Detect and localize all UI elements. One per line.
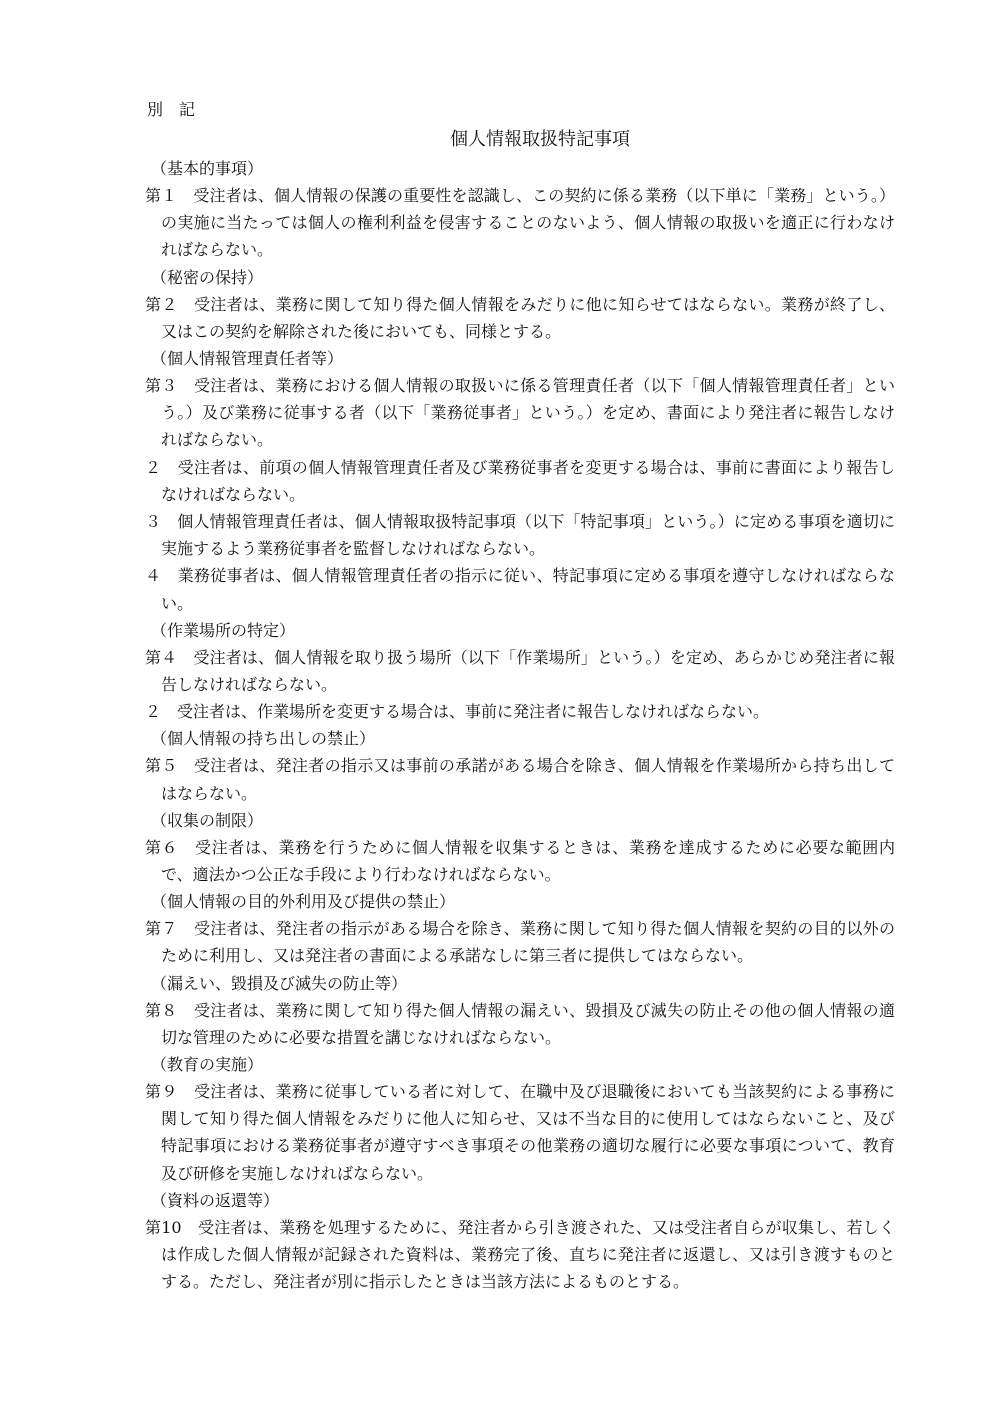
clause-text: 受注者は、発注者の指示がある場合を除き、業務に関して知り得た個人情報を契約の目的以外のために利用し、又は発注者の書面による承諾なしに第三者に提供してはならない。 (161, 919, 895, 966)
clause-number: 第８ (145, 1000, 194, 1020)
sub-clause (145, 454, 895, 508)
clause (145, 182, 895, 264)
clause-text: 受注者は、業務に関して知り得た個人情報をみだりに他に知らせてはならない。業務が終了し、又はこの契約を解除された後においても、同様とする。 (161, 294, 895, 341)
clause (145, 291, 895, 345)
document-title: 個人情報取扱特記事項 (450, 129, 630, 150)
clause-number: ２ (145, 702, 178, 722)
clause-text: 業務従事者は、個人情報管理責任者の指示に従い、特記事項に定める事項を遵守しなければならない。 (161, 566, 895, 613)
clause-number: 第２ (145, 294, 194, 314)
clause-text: 受注者は、発注者の指示又は事前の承諾がある場合を除き、個人情報を作業場所から持ち出してはならない。 (161, 756, 895, 803)
document-body (145, 97, 895, 1296)
sub-clause (145, 562, 895, 616)
clause-number: 第10 (145, 1217, 199, 1237)
clause-text: 受注者は、業務を処理するために、発注者から引き渡された、又は受注者自らが収集し、若しくは作成した個人情報が記録された資料は、業務完了後、直ちに発注者に返還し、又は引き渡すものとする。ただし、発注者が別に指示したときは当該方法によるものとする。 (161, 1217, 895, 1292)
section-heading: （基本的事項） (151, 159, 264, 178)
clause-number: 第４ (145, 647, 194, 667)
clause-number: ４ (145, 566, 178, 586)
clause-number: 第９ (145, 1082, 194, 1102)
clause-text: 受注者は、個人情報を取り扱う場所（以下「作業場所」という。）を定め、あらかじめ発注者に報告しなければならない。 (161, 647, 895, 695)
section-heading: （資料の返還等） (151, 1190, 280, 1210)
clause (145, 1078, 895, 1187)
section-heading: （個人情報の持ち出しの禁止） (151, 729, 376, 749)
clause-number: 第５ (145, 756, 194, 776)
sub-clause (145, 698, 895, 725)
clause-text: 受注者は、業務を行うために個人情報を収集するときは、業務を達成するために必要な範囲内で、適法かつ公正な手段により行わなければならない。 (161, 837, 895, 885)
clause-number: 第１ (145, 186, 194, 205)
clause (145, 372, 895, 454)
clause-number: 第３ (145, 376, 194, 396)
clause-text: 受注者は、作業場所を変更する場合は、事前に発注者に報告しなければならない。 (177, 702, 770, 722)
clause-text: 受注者は、業務に関して知り得た個人情報の漏えい、毀損及び滅失の防止その他の個人情報の適切な管理のために必要な措置を講じなければならない。 (161, 1000, 895, 1047)
clause-number: 第６ (145, 837, 196, 857)
clause-text: 受注者は、業務に従事している者に対して、在職中及び退職後においても当該契約による事務に関して知り得た個人情報をみだりに他人に知らせ、又は不当な目的に使用してはならないこと、及び特記事項における業務従事者が遵守すべき事項その他業務の適切な履行に必要な事項について、教育及び研修を実施しなければならない。 (161, 1082, 895, 1183)
section-heading: （漏えい、毀損及び滅失の防止等） (151, 973, 408, 993)
clause-text: 受注者は、前項の個人情報管理責任者及び業務従事者を変更する場合は、事前に書面により報告しなければならない。 (161, 457, 895, 504)
clause-number: ３ (145, 512, 178, 532)
clause-text: 個人情報管理責任者は、個人情報取扱特記事項（以下「特記事項」という。）に定める事項を適切に実施するよう業務従事者を監督しなければならない。 (161, 512, 895, 559)
clause-list (145, 155, 895, 1296)
clause (145, 834, 895, 888)
clause (145, 997, 895, 1051)
clause-text: 受注者は、個人情報の保護の重要性を認識し、この契約に係る業務（以下単に「業務」という。）の実施に当たっては個人の権利利益を侵害することのないよう、個人情報の取扱いを適正に行わなければならない。 (161, 186, 895, 260)
section-heading: （教育の実施） (151, 1055, 264, 1075)
section-heading: （収集の制限） (151, 810, 264, 830)
section-heading: （秘密の保持） (151, 267, 264, 287)
appendix-label: 別 記 (147, 100, 196, 119)
clause-number: ２ (145, 457, 178, 477)
section-heading: （個人情報管理責任者等） (151, 349, 344, 369)
clause (145, 752, 895, 806)
sub-clause (145, 508, 895, 562)
clause (145, 1214, 895, 1296)
section-heading: （個人情報の目的外利用及び提供の禁止） (151, 892, 456, 912)
clause-number: 第７ (145, 919, 194, 939)
clause (145, 644, 895, 698)
section-heading: （作業場所の特定） (151, 620, 296, 640)
clause (145, 915, 895, 969)
clause-text: 受注者は、業務における個人情報の取扱いに係る管理責任者（以下「個人情報管理責任者」という。）及び業務に従事する者（以下「業務従事者」という。）を定め、書面により発注者に報告しなければならない。 (161, 376, 895, 450)
